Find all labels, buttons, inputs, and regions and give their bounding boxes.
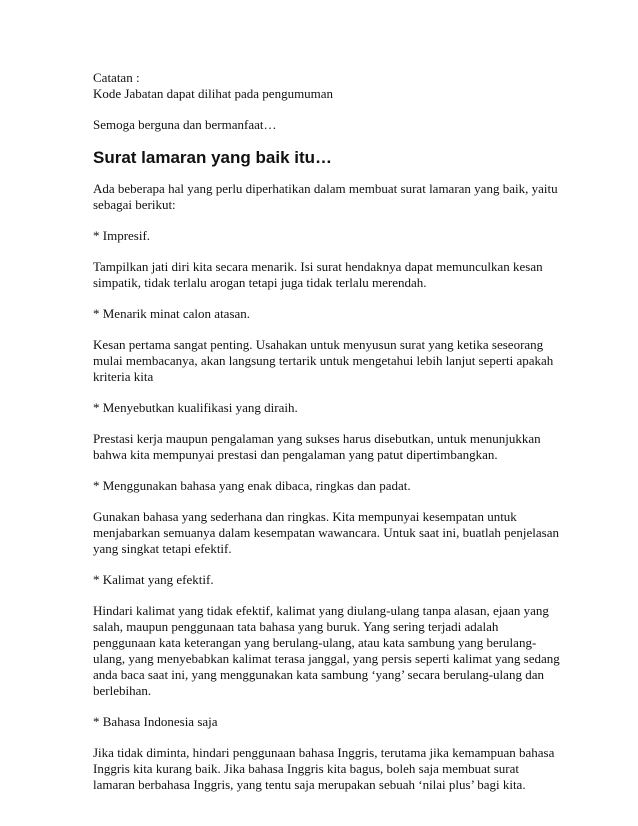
bullet-paragraph xyxy=(93,745,553,793)
bullet-paragraph xyxy=(93,431,553,463)
bullet-paragraph xyxy=(93,603,560,699)
section-heading: Surat lamaran yang baik itu… xyxy=(93,148,333,167)
paragraph-line: berlebihan. xyxy=(93,683,152,698)
paragraph-line: penggunaan kata keterangan yang berulang-ulang, atau kata sambung yang berulang- xyxy=(93,635,537,650)
paragraph-line: Hindari kalimat yang tidak efektif, kalimat yang diulang-ulang tanpa alasan, ejaan yang xyxy=(93,603,549,618)
paragraph-line: Kesan pertama sangat penting. Usahakan untuk menyusun surat yang ketika seseorang xyxy=(93,337,544,352)
bullet-paragraph xyxy=(93,337,553,385)
paragraph-line: lamaran berbahasa Inggris, yang tentu saja merupakan sebuah ‘nilai plus’ bagi kita. xyxy=(93,777,526,792)
document-body xyxy=(93,70,560,808)
closing-block xyxy=(93,117,553,133)
notes-label: Catatan : xyxy=(93,70,140,85)
paragraph-line: kriteria kita xyxy=(93,369,154,384)
paragraph-line: Tampilkan jati diri kita secara menarik. Isi surat hendaknya dapat memunculkan kesan xyxy=(93,259,543,274)
paragraph-line: Inggris kita kurang baik. Jika bahasa Inggris kita bagus, boleh saja membuat surat xyxy=(93,761,520,776)
bullet-label: * Impresif. xyxy=(93,228,151,243)
closing-text: Semoga berguna dan bermanfaat… xyxy=(93,117,277,132)
intro-line: sebagai berikut: xyxy=(93,197,176,212)
paragraph-line: mulai membacanya, akan langsung tertarik untuk mengetahui lebih lanjut seperti apakah xyxy=(93,353,554,368)
bullet-item xyxy=(93,714,553,730)
paragraph-line: bahwa kita mempunyai prestasi dan pengalaman yang patut dipertimbangkan. xyxy=(93,447,498,462)
bullet-label: * Kalimat yang efektif. xyxy=(93,572,214,587)
paragraph-line: ulang, yang menyebabkan kalimat terasa janggal, yang persis seperti kalimat yang sedang xyxy=(93,651,560,666)
paragraph-line: Prestasi kerja maupun pengalaman yang sukses harus disebutkan, untuk menunjukkan xyxy=(93,431,541,446)
bullet-label: * Menyebutkan kualifikasi yang diraih. xyxy=(93,400,298,415)
bullet-item xyxy=(93,478,553,494)
notes-text: Kode Jabatan dapat dilihat pada pengumuman xyxy=(93,86,334,101)
bullet-paragraph xyxy=(93,259,553,291)
bullet-label: * Bahasa Indonesia saja xyxy=(93,714,218,729)
paragraph-line: salah, maupun penggunaan tata bahasa yang buruk. Yang sering terjadi adalah xyxy=(93,619,499,634)
paragraph-line: simpatik, tidak terlalu arogan tetapi juga tidak terlalu merendah. xyxy=(93,275,427,290)
paragraph-line: yang singkat tetapi efektif. xyxy=(93,541,232,556)
paragraph-line: anda baca saat ini, yang menggunakan kata sambung ‘yang’ secara berulang-ulang dan xyxy=(93,667,544,682)
paragraph-line: Gunakan bahasa yang sederhana dan ringkas. Kita mempunyai kesempatan untuk xyxy=(93,509,517,524)
bullet-item xyxy=(93,400,553,416)
bullet-item xyxy=(93,306,553,322)
bullet-label: * Menggunakan bahasa yang enak dibaca, ringkas dan padat. xyxy=(93,478,411,493)
intro-line: Ada beberapa hal yang perlu diperhatikan dalam membuat surat lamaran yang baik, yaitu xyxy=(93,181,558,196)
bullet-item xyxy=(93,228,553,244)
paragraph-line: menjabarkan semuanya dalam kesempatan wawancara. Untuk saat ini, buatlah penjelasan xyxy=(93,525,560,540)
bullet-paragraph xyxy=(93,509,560,557)
intro-paragraph xyxy=(93,181,558,213)
notes-block xyxy=(93,70,553,102)
bullet-item xyxy=(93,572,553,588)
paragraph-line: Jika tidak diminta, hindari penggunaan bahasa Inggris, terutama jika kemampuan bahasa xyxy=(93,745,555,760)
bullet-label: * Menarik minat calon atasan. xyxy=(93,306,251,321)
